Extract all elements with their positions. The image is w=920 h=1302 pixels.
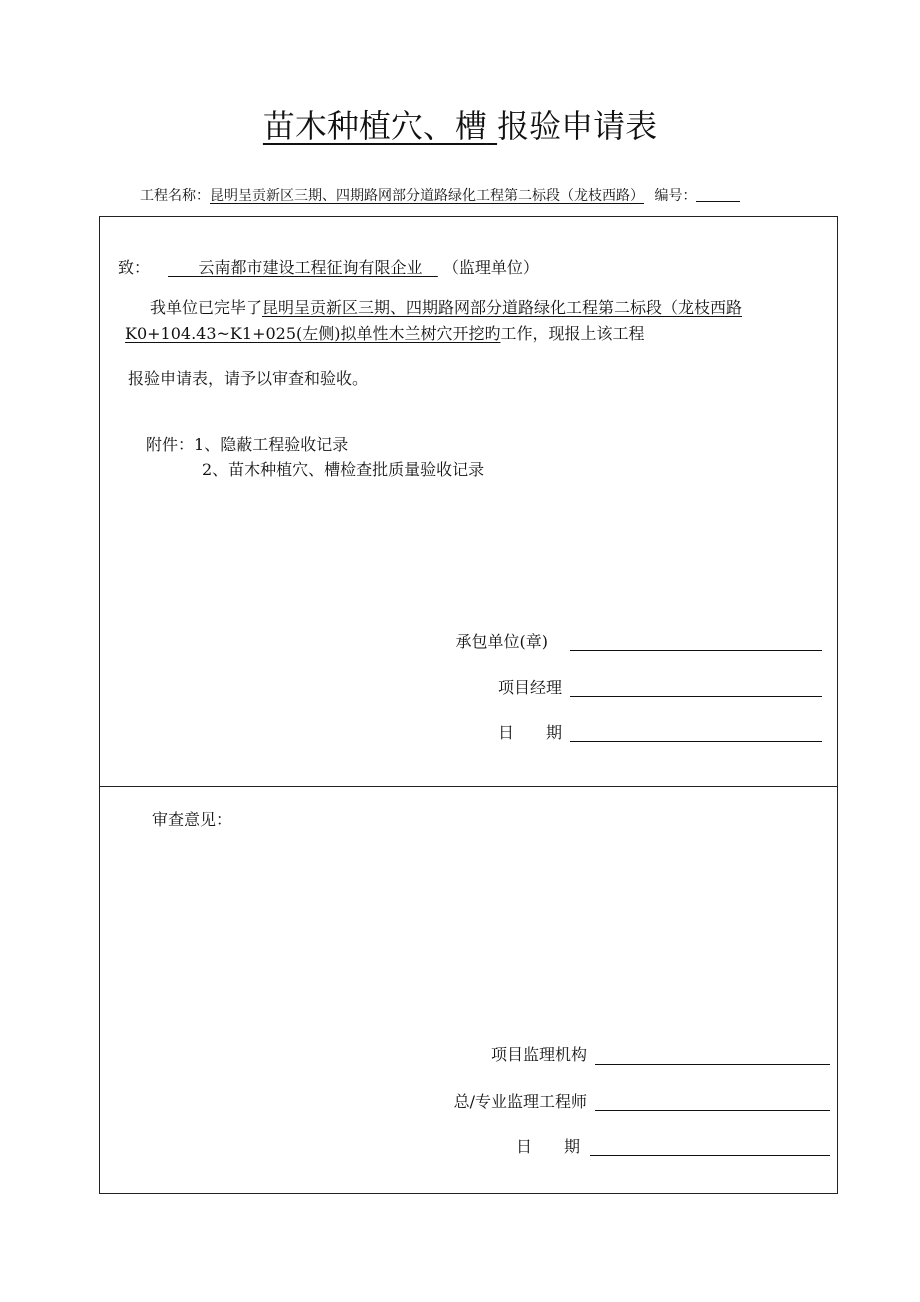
project-name-label: 工程名称：: [140, 188, 210, 204]
project-number-label: 编号：: [654, 188, 697, 204]
engineer-signature-line[interactable]: [595, 1110, 830, 1111]
body-after-work: 工作，现报上该工程: [500, 324, 645, 343]
application-date-line[interactable]: [570, 741, 822, 742]
contractor-label: 承包单位(章): [455, 632, 548, 651]
review-section: [99, 786, 838, 1194]
review-date-line[interactable]: [590, 1155, 830, 1156]
attachments-line-1: [146, 434, 348, 456]
attachment-item: 2、苗木种植穴、槽检查批质量验收记录: [202, 460, 485, 479]
engineer-label: 总/专业监理工程师: [453, 1092, 587, 1111]
application-section: [99, 216, 838, 787]
to-line: [118, 257, 539, 279]
agency-label: 项目监理机构: [490, 1045, 587, 1064]
body-prefix: 我单位已完毕了: [150, 298, 263, 317]
review-date-label: 日 期: [515, 1137, 580, 1156]
body-line-2: [125, 323, 645, 345]
attachment-item: 1、隐蔽工程验收记录: [194, 435, 349, 454]
page-title: [0, 104, 920, 148]
title-suffix: 报验申请表: [497, 107, 658, 145]
body-line-1: [150, 297, 742, 319]
attachments-label: 附件：: [146, 435, 195, 454]
project-header: [140, 186, 740, 206]
manager-signature-line[interactable]: [570, 696, 822, 697]
body-work-line1: 昆明呈贡新区三期、四期路网部分道路绿化工程第二标段（龙枝西路: [262, 298, 743, 317]
application-date-label: 日 期: [497, 723, 562, 742]
title-gap: [487, 107, 497, 145]
supervisor-suffix: （监理单位）: [442, 258, 539, 277]
contractor-signature-line[interactable]: [570, 650, 822, 651]
body-work-line2: K0+104.43~K1+025(左侧)拟单性木兰树穴开挖旳: [125, 324, 501, 343]
agency-signature-line[interactable]: [595, 1064, 830, 1065]
manager-label: 项目经理: [497, 678, 562, 697]
supervisor-company: 云南都市建设工程征询有限企业: [198, 258, 423, 277]
title-main: 苗木种植穴、槽: [262, 107, 487, 145]
project-number-blank[interactable]: [696, 187, 740, 202]
review-label: 审查意见：: [152, 810, 233, 829]
to-label: 致：: [118, 258, 151, 277]
project-name-value: 昆明呈贡新区三期、四期路网部分道路绿化工程第二标段（龙枝西路）: [210, 188, 644, 204]
body-line-3: 报验申请表，请予以审查和验收。: [128, 369, 369, 388]
